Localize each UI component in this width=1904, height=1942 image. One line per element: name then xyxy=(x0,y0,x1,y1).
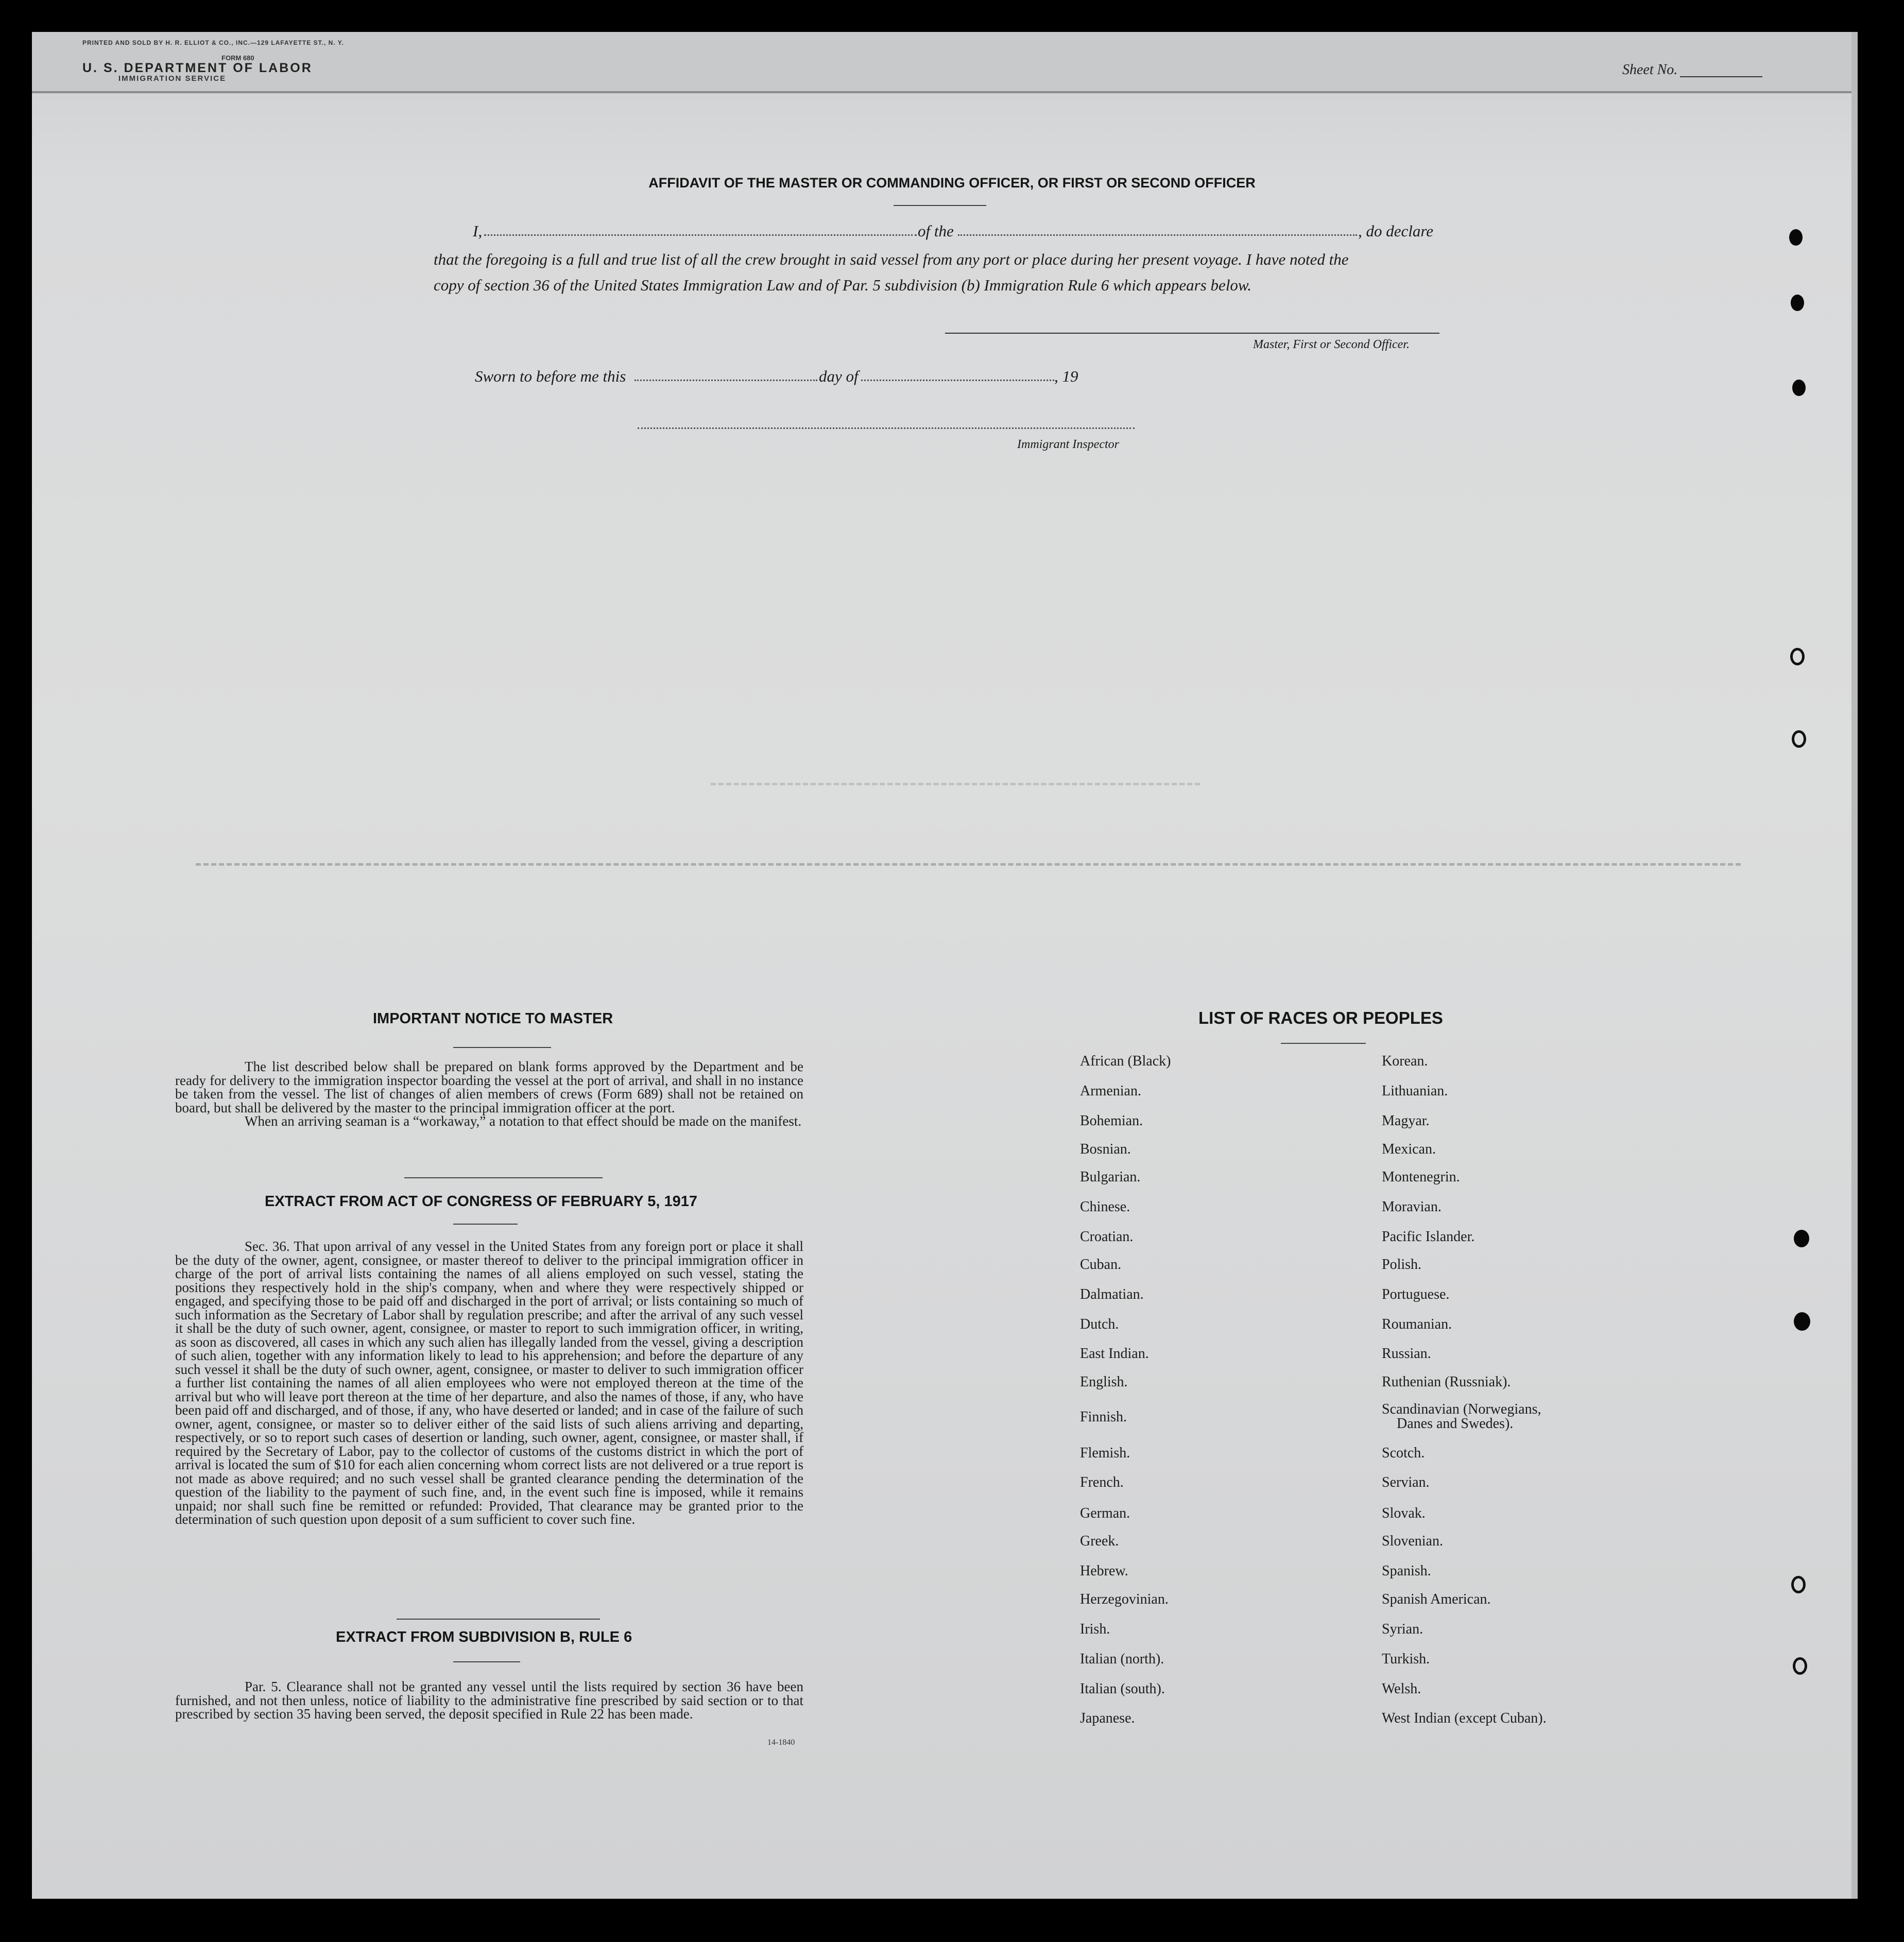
race-right-21: Turkish. xyxy=(1382,1651,1430,1667)
race-right-17: Slovenian. xyxy=(1382,1533,1443,1549)
affidavit-line-3: copy of section 36 of the United States Immigration Law and of Par. 5 subdivision (b) Immigration Rule 6 which appears below. xyxy=(434,276,1252,294)
sheet-number-field[interactable] xyxy=(1680,76,1762,77)
race-right-8: Polish. xyxy=(1382,1257,1422,1273)
act-text-block xyxy=(175,1240,803,1526)
binder-hole xyxy=(1792,380,1806,396)
faint-mark xyxy=(711,783,1200,785)
act-end-divider xyxy=(397,1619,600,1620)
race-left-22: Italian (south). xyxy=(1080,1681,1165,1697)
notice-paragraph-2: When an arriving seaman is a “workaway,” a notation to that effect should be made on the manifest. xyxy=(245,1113,802,1129)
sworn-label: Sworn to before me this xyxy=(475,367,626,385)
race-right-18: Spanish. xyxy=(1382,1563,1431,1579)
binder-hole xyxy=(1792,730,1806,748)
page-edge xyxy=(1851,32,1858,1899)
race-left-18: Hebrew. xyxy=(1080,1563,1128,1579)
binder-hole xyxy=(1793,1657,1807,1675)
department-name: U. S. DEPARTMENT OF LABOR xyxy=(82,61,313,75)
race-right-19: Spanish American. xyxy=(1382,1591,1491,1607)
race-right-6: Moravian. xyxy=(1382,1199,1442,1215)
service-name: IMMIGRATION SERVICE xyxy=(118,74,227,83)
signature-label: Master, First or Second Officer. xyxy=(1253,338,1410,351)
declare-label: , do declare xyxy=(1358,222,1434,240)
race-left-15: French. xyxy=(1080,1474,1124,1490)
race-right-23: West Indian (except Cuban). xyxy=(1382,1710,1547,1726)
sworn-day-field[interactable] xyxy=(634,380,817,381)
binder-hole xyxy=(1789,229,1803,246)
race-left-11: East Indian. xyxy=(1080,1346,1149,1362)
binder-hole xyxy=(1791,1576,1806,1593)
rule-divider xyxy=(453,1661,520,1662)
race-left-19: Herzegovinian. xyxy=(1080,1591,1169,1607)
race-right-9: Portuguese. xyxy=(1382,1286,1450,1302)
affidavit-title: AFFIDAVIT OF THE MASTER OR COMMANDING OFFICER, OR FIRST OR SECOND OFFICER xyxy=(648,175,1256,191)
notice-end-divider xyxy=(404,1177,603,1178)
name-field[interactable] xyxy=(484,234,917,236)
binder-hole xyxy=(1790,648,1805,665)
race-left-6: Chinese. xyxy=(1080,1199,1130,1215)
rule-text: Par. 5. Clearance shall not be granted any vessel until the lists required by section 36 have been furnished, and not then unless, notice of liability to the administrative fine prescribed by said section or to that prescribed by section 35 having been served, the deposit specified in Rule 22 has been made. xyxy=(175,1679,803,1722)
race-left-4: Bosnian. xyxy=(1080,1141,1131,1157)
race-right-5: Montenegrin. xyxy=(1382,1169,1460,1185)
binder-hole xyxy=(1794,1312,1810,1331)
notice-text xyxy=(175,1060,803,1128)
printer-line: PRINTED AND SOLD BY H. R. ELLIOT & CO., INC.—129 LAFAYETTE ST., N. Y. xyxy=(82,39,344,46)
notice-divider xyxy=(453,1047,551,1048)
notice-paragraph-1: The list described below shall be prepared on blank forms approved by the Department and be ready for delivery to the immigration inspector boarding the vessel at the port of arrival, and shall in no instance be taken from the vessel. The list of changes of alien members of crews (Form 689) shall not be retained on board, but shall be delivered by the master to the principal immigration officer at the port. xyxy=(175,1059,803,1115)
race-right-7: Pacific Islander. xyxy=(1382,1229,1475,1245)
race-right-20: Syrian. xyxy=(1382,1621,1423,1637)
inspector-label: Immigrant Inspector xyxy=(1017,438,1119,451)
title-divider xyxy=(894,205,986,206)
race-left-21: Italian (north). xyxy=(1080,1651,1164,1667)
race-left-13: Finnish. xyxy=(1080,1409,1127,1425)
race-right-1: Korean. xyxy=(1382,1053,1428,1069)
sworn-month-field[interactable] xyxy=(861,380,1054,381)
day-of-label: day of xyxy=(819,367,859,385)
race-right-13b: Danes and Swedes). xyxy=(1397,1416,1514,1432)
act-title: EXTRACT FROM ACT OF CONGRESS OF FEBRUARY 5, 1917 xyxy=(265,1193,698,1210)
races-divider xyxy=(1281,1043,1366,1044)
race-left-1: African (Black) xyxy=(1080,1053,1171,1069)
rule-text-block xyxy=(175,1680,803,1721)
race-right-3: Magyar. xyxy=(1382,1113,1430,1129)
act-divider xyxy=(453,1224,518,1225)
race-right-2: Lithuanian. xyxy=(1382,1083,1448,1099)
race-right-16: Slovak. xyxy=(1382,1505,1426,1521)
race-right-11: Russian. xyxy=(1382,1346,1431,1362)
race-right-4: Mexican. xyxy=(1382,1141,1436,1157)
of-the-label: of the xyxy=(918,222,954,240)
notice-title: IMPORTANT NOTICE TO MASTER xyxy=(373,1010,613,1027)
print-code: 14-1840 xyxy=(767,1738,795,1747)
race-left-12: English. xyxy=(1080,1374,1128,1390)
i-label: I, xyxy=(473,222,483,240)
race-left-8: Cuban. xyxy=(1080,1257,1122,1273)
binder-hole xyxy=(1791,295,1804,311)
rule-title: EXTRACT FROM SUBDIVISION B, RULE 6 xyxy=(336,1629,632,1645)
affidavit-line-2: that the foregoing is a full and true list of all the crew brought in said vessel from any port or place during her present voyage. I have noted the xyxy=(434,250,1349,268)
race-right-14: Scotch. xyxy=(1382,1445,1425,1461)
race-left-20: Irish. xyxy=(1080,1621,1110,1637)
race-left-7: Croatian. xyxy=(1080,1229,1134,1245)
fold-mark xyxy=(196,863,1741,866)
race-right-12: Ruthenian (Russniak). xyxy=(1382,1374,1511,1390)
form-number: FORM 680 xyxy=(221,54,254,62)
inspector-signature-line[interactable] xyxy=(638,427,1135,429)
race-left-5: Bulgarian. xyxy=(1080,1169,1141,1185)
race-left-23: Japanese. xyxy=(1080,1710,1135,1726)
race-left-16: German. xyxy=(1080,1505,1130,1521)
race-right-10: Roumanian. xyxy=(1382,1316,1452,1332)
race-left-10: Dutch. xyxy=(1080,1316,1119,1332)
sheet-number-label: Sheet No. xyxy=(1622,62,1678,78)
binder-hole xyxy=(1794,1230,1809,1247)
race-right-22: Welsh. xyxy=(1382,1681,1421,1697)
races-title: LIST OF RACES OR PEOPLES xyxy=(1198,1008,1443,1027)
year-label: , 19 xyxy=(1054,367,1078,385)
vessel-field[interactable] xyxy=(958,234,1357,236)
race-right-15: Servian. xyxy=(1382,1474,1430,1490)
form-sheet xyxy=(32,32,1858,1899)
race-left-14: Flemish. xyxy=(1080,1445,1130,1461)
race-left-17: Greek. xyxy=(1080,1533,1119,1549)
race-left-9: Dalmatian. xyxy=(1080,1286,1144,1302)
race-right-13: Scandinavian (Norwegians, xyxy=(1382,1401,1541,1417)
race-left-2: Armenian. xyxy=(1080,1083,1141,1099)
act-text: Sec. 36. That upon arrival of any vessel in the United States from any foreign port or place it shall be the duty of the owner, agent, consignee, or master thereof to deliver to the principal immigration officer in charge of the port of arrival lists containing the names of all aliens employed on such vessel, stating the positions they respectively hold in the ship's company, when and where they were respectively shipped or engaged, and specifying those to be paid off and discharged in the port of arrival; or lists containing so much of such information as the Secretary of Labor shall by regulation prescribe; and after the arrival of any such vessel it shall be the duty of such owner, agent, consignee, or master to report to such immigration officer, in writing, as soon as discovered, all cases in which any such alien has illegally landed from the vessel, giving a description of such alien, together with any information likely to lead to his apprehension; and before the departure of any such vessel it shall be the duty of such owner, agent, consignee, or master to deliver to such immigration officer a further list containing the names of all alien employees who were not employed thereon at the time of the arrival but who will leave port thereon at the time of her departure, and also the names of those, if any, who have been paid off and discharged, and of those, if any, who have deserted or landed; and in case of the failure of such owner, agent, consignee, or master so to deliver either of the said lists of such aliens arriving and departing, respectively, or so to report such cases of desertion or landing, such owner, agent, consignee, or master shall, if required by the Secretary of Labor, pay to the collector of customs of the customs district in which the port of arrival is located the sum of $10 for each alien concerning whom correct lists are not delivered or a true report is not made as above required; and no such vessel shall be granted clearance pending the determination of the question of the liability to the payment of such fine, and, in the event such fine is imposed, while it remains unpaid; nor shall such fine be remitted or refunded: Provided, That clearance may be granted prior to the determination of such question upon deposit of a sum sufficient to cover such fine. xyxy=(175,1239,803,1527)
race-left-3: Bohemian. xyxy=(1080,1113,1143,1129)
signature-line[interactable] xyxy=(945,333,1439,334)
